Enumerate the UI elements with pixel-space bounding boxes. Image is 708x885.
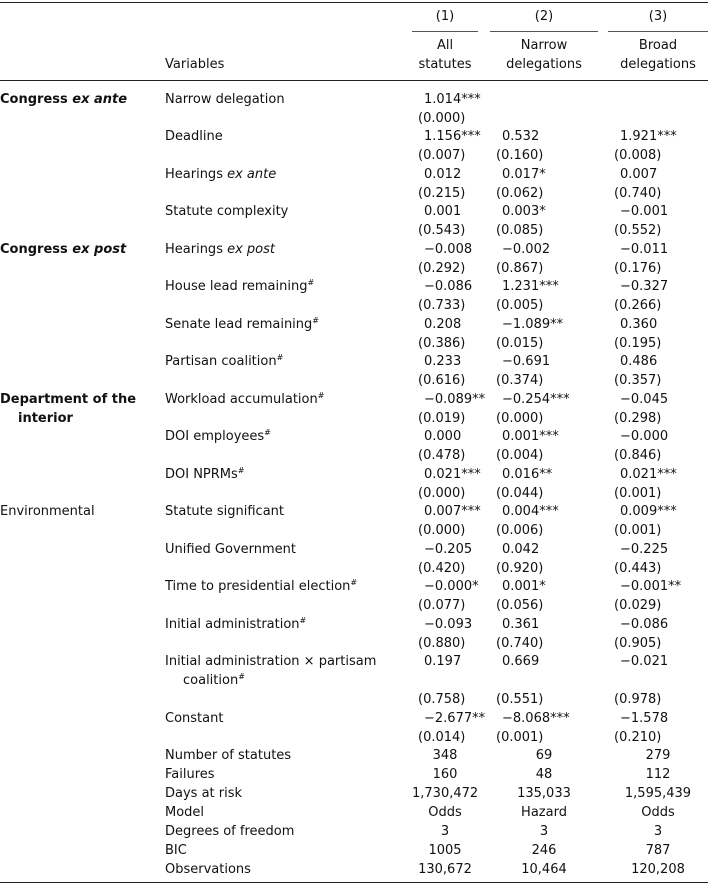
pvalue-cell: (0.867) xyxy=(496,261,544,276)
variable-label-text: Unified Government xyxy=(165,542,297,557)
coef-cell: 0.360 xyxy=(620,317,658,332)
pvalue-cell: (0.001) xyxy=(614,486,662,501)
pvalue-cell: (0.000) xyxy=(418,523,466,538)
coef-cell: 0.001 xyxy=(424,204,462,219)
pvalue-cell: (0.008) xyxy=(614,148,662,163)
coef-cell: −0.225 xyxy=(620,542,669,557)
variable-label xyxy=(165,166,276,184)
pvalue-cell: (0.000) xyxy=(418,486,466,501)
pvalue-cell: (0.552) xyxy=(614,223,662,238)
stat-cell: 1,595,439 xyxy=(624,786,692,801)
coef-cell: 0.000 xyxy=(424,429,462,444)
footnote-mark: # xyxy=(307,278,315,287)
group-congress-ex-post: Congress ex post xyxy=(0,242,127,257)
pvalue-cell: (0.374) xyxy=(496,373,544,388)
coef-cell: −8.068*** xyxy=(502,711,570,726)
coef-cell: 0.669 xyxy=(502,654,540,669)
coef-cell: 0.012 xyxy=(424,167,462,182)
pvalue-cell: (0.543) xyxy=(418,223,466,238)
group-congress-ex-ante: Congress ex ante xyxy=(0,92,128,107)
variable-label xyxy=(165,91,285,109)
coef-cell: −2.677** xyxy=(424,711,486,726)
variable-label xyxy=(165,653,376,671)
coef-cell: 0.486 xyxy=(620,354,658,369)
pvalue-cell: (0.014) xyxy=(418,730,466,745)
variable-label-italic: ex post xyxy=(227,242,276,257)
variable-label xyxy=(165,541,296,559)
col-rule-3 xyxy=(608,31,708,32)
coef-cell: 0.016** xyxy=(502,467,553,482)
coef-cell: 0.042 xyxy=(502,542,540,557)
variable-label xyxy=(165,391,324,409)
stat-label: Observations xyxy=(165,862,251,877)
coef-cell: −0.205 xyxy=(424,542,473,557)
pvalue-cell: (0.210) xyxy=(614,730,662,745)
col-title-1-line1: All xyxy=(436,38,454,53)
pvalue-cell: (0.019) xyxy=(418,411,466,426)
pvalue-cell: (0.005) xyxy=(496,298,544,313)
variable-label-text: Narrow delegation xyxy=(165,92,285,107)
stat-cell: 348 xyxy=(432,748,458,763)
pvalue-cell: (0.007) xyxy=(418,148,466,163)
footnote-mark: # xyxy=(317,391,325,400)
pvalue-cell: (0.000) xyxy=(496,411,544,426)
stat-cell: 3 xyxy=(440,824,450,839)
pvalue-cell: (0.905) xyxy=(614,636,662,651)
coef-cell: −1.089** xyxy=(502,317,564,332)
pvalue-cell: (0.386) xyxy=(418,336,466,351)
coef-cell: 0.361 xyxy=(502,617,540,632)
pvalue-cell: (0.758) xyxy=(418,692,466,707)
pvalue-cell: (0.044) xyxy=(496,486,544,501)
variable-label-text: Senate lead remaining xyxy=(165,317,313,332)
col-title-3-line2: delegations xyxy=(620,57,696,72)
coef-cell: −0.000* xyxy=(424,579,479,594)
stat-label: BIC xyxy=(165,843,187,858)
pvalue-cell: (0.478) xyxy=(418,448,466,463)
variable-label xyxy=(165,616,306,634)
variable-label-text: House lead remaining xyxy=(165,279,308,294)
coef-cell: −0.254*** xyxy=(502,392,570,407)
footnote-mark: # xyxy=(237,466,245,475)
variable-label xyxy=(165,466,245,484)
stat-cell: 112 xyxy=(645,767,671,782)
pvalue-cell: (0.443) xyxy=(614,561,662,576)
pvalue-cell: (0.740) xyxy=(614,186,662,201)
variable-label xyxy=(165,203,288,221)
coef-cell: −0.691 xyxy=(502,354,551,369)
pvalue-cell: (0.551) xyxy=(496,692,544,707)
footnote-mark: # xyxy=(312,316,319,325)
group-doi-line2: interior xyxy=(18,411,73,426)
pvalue-cell: (0.733) xyxy=(418,298,466,313)
pvalue-cell: (0.978) xyxy=(614,692,662,707)
table-top-rule xyxy=(0,2,708,3)
pvalue-cell: (0.160) xyxy=(496,148,544,163)
stat-cell: 120,208 xyxy=(631,862,685,877)
coef-cell: 0.532 xyxy=(502,129,540,144)
coef-cell: −0.021 xyxy=(620,654,669,669)
col-number-3: (3) xyxy=(648,9,668,24)
coef-cell: 1.921*** xyxy=(620,129,677,144)
pvalue-cell: (0.077) xyxy=(418,598,466,613)
variable-label-line1: Initial administration × partisam xyxy=(165,654,377,669)
stat-cell: 246 xyxy=(531,843,557,858)
coef-cell: 0.007 xyxy=(620,167,658,182)
stat-label: Failures xyxy=(165,767,215,782)
coef-cell: −0.000 xyxy=(620,429,669,444)
stat-cell: 3 xyxy=(539,824,549,839)
col-title-2-line2: delegations xyxy=(506,57,582,72)
col-number-2: (2) xyxy=(534,9,554,24)
pvalue-cell: (0.846) xyxy=(614,448,662,463)
pvalue-cell: (0.616) xyxy=(418,373,466,388)
table-bottom-rule xyxy=(0,882,708,883)
footnote-mark: # xyxy=(299,616,307,625)
coef-cell: −0.045 xyxy=(620,392,669,407)
stat-cell: 160 xyxy=(432,767,458,782)
pvalue-cell: (0.062) xyxy=(496,186,544,201)
variable-label-text: coalition xyxy=(183,673,239,688)
pvalue-cell: (0.880) xyxy=(418,636,466,651)
variable-label xyxy=(165,128,223,146)
coef-cell: 1.231*** xyxy=(502,279,559,294)
variable-label-text: Deadline xyxy=(165,129,223,144)
pvalue-cell: (0.015) xyxy=(496,336,544,351)
pvalue-cell: (0.085) xyxy=(496,223,544,238)
variables-header: Variables xyxy=(165,57,225,72)
pvalue-cell: (0.920) xyxy=(496,561,544,576)
variable-label-text: DOI NPRMs xyxy=(165,467,238,482)
variable-label-text: Initial administration xyxy=(165,617,300,632)
pvalue-cell: (0.195) xyxy=(614,336,662,351)
stat-cell: 48 xyxy=(535,767,553,782)
coef-cell: 0.004*** xyxy=(502,504,559,519)
variable-label-text: Statute complexity xyxy=(165,204,289,219)
coef-cell: 0.001*** xyxy=(502,429,559,444)
pvalue-cell: (0.266) xyxy=(614,298,662,313)
variable-label xyxy=(165,710,223,728)
coef-cell: −0.001** xyxy=(620,579,682,594)
coef-cell: 0.021*** xyxy=(620,467,677,482)
stat-cell: 1005 xyxy=(428,843,462,858)
variable-label-line2 xyxy=(183,672,245,690)
stat-label: Days at risk xyxy=(165,786,243,801)
coef-cell: 0.009*** xyxy=(620,504,677,519)
coef-cell: 0.001* xyxy=(502,579,546,594)
stat-cell: Odds xyxy=(641,805,675,820)
coef-cell: 0.021*** xyxy=(424,467,481,482)
coef-cell: −0.086 xyxy=(424,279,473,294)
coef-cell: 0.003* xyxy=(502,204,546,219)
variable-label xyxy=(165,316,319,334)
pvalue-cell: (0.006) xyxy=(496,523,544,538)
variable-label-text: Workload accumulation xyxy=(165,392,318,407)
pvalue-cell: (0.004) xyxy=(496,448,544,463)
pvalue-cell: (0.740) xyxy=(496,636,544,651)
variable-label-text: Hearings xyxy=(165,242,223,257)
coef-cell: −0.327 xyxy=(620,279,669,294)
coef-cell: −0.011 xyxy=(620,242,669,257)
pvalue-cell: (0.357) xyxy=(614,373,662,388)
variable-label-text: Hearings xyxy=(165,167,223,182)
pvalue-cell: (0.029) xyxy=(614,598,662,613)
pvalue-cell: (0.292) xyxy=(418,261,466,276)
stat-cell: 130,672 xyxy=(418,862,472,877)
footnote-mark: # xyxy=(238,672,245,681)
variable-label-text: Time to presidential election xyxy=(165,579,351,594)
group-doi-line1: Department of the xyxy=(0,392,137,407)
footnote-mark: # xyxy=(264,428,271,437)
coef-cell: −0.008 xyxy=(424,242,473,257)
col-title-2-line1: Narrow xyxy=(520,38,568,53)
pvalue-cell: (0.298) xyxy=(614,411,662,426)
stat-cell: 3 xyxy=(653,824,663,839)
pvalue-cell: (0.001) xyxy=(496,730,544,745)
coef-cell: 1.014*** xyxy=(424,92,481,107)
stat-cell: 135,033 xyxy=(517,786,571,801)
variable-label xyxy=(165,353,283,371)
coef-cell: 1.156*** xyxy=(424,129,481,144)
pvalue-cell: (0.056) xyxy=(496,598,544,613)
pvalue-cell: (0.000) xyxy=(418,111,466,126)
stat-cell: Odds xyxy=(428,805,462,820)
coef-cell: −0.089** xyxy=(424,392,486,407)
variable-label xyxy=(165,241,275,259)
stat-cell: 279 xyxy=(645,748,671,763)
stat-cell: 1,730,472 xyxy=(412,786,479,801)
coef-cell: −0.093 xyxy=(424,617,473,632)
variable-label-text: Statute significant xyxy=(165,504,285,519)
stat-label: Number of statutes xyxy=(165,748,292,763)
col-rule-1 xyxy=(412,31,478,32)
group-environmental: Environmental xyxy=(0,504,95,519)
coef-cell: 0.007*** xyxy=(424,504,481,519)
stat-label: Degrees of freedom xyxy=(165,824,295,839)
stat-cell: 10,464 xyxy=(521,862,567,877)
stat-cell: 787 xyxy=(645,843,671,858)
col-number-1: (1) xyxy=(435,9,455,24)
stat-cell: Hazard xyxy=(521,805,567,820)
coef-cell: −1.578 xyxy=(620,711,669,726)
header-rule xyxy=(0,80,708,81)
stat-label: Model xyxy=(165,805,205,820)
coef-cell: −0.086 xyxy=(620,617,669,632)
stat-cell: 69 xyxy=(535,748,553,763)
coef-cell: 0.017* xyxy=(502,167,546,182)
pvalue-cell: (0.215) xyxy=(418,186,466,201)
pvalue-cell: (0.420) xyxy=(418,561,466,576)
col-title-1-line2: statutes xyxy=(418,57,472,72)
variable-label-italic: ex ante xyxy=(227,167,277,182)
coef-cell: −0.001 xyxy=(620,204,669,219)
coef-cell: 0.208 xyxy=(424,317,462,332)
coef-cell: 0.197 xyxy=(424,654,462,669)
pvalue-cell: (0.001) xyxy=(614,523,662,538)
coef-cell: 0.233 xyxy=(424,354,462,369)
variable-label xyxy=(165,428,271,446)
col-rule-2 xyxy=(490,31,598,32)
variable-label-text: DOI employees xyxy=(165,429,265,444)
col-title-3-line1: Broad xyxy=(638,38,678,53)
variable-label xyxy=(165,278,314,296)
pvalue-cell: (0.176) xyxy=(614,261,662,276)
coef-cell: −0.002 xyxy=(502,242,551,257)
variable-label xyxy=(165,503,284,521)
footnote-mark: # xyxy=(276,353,284,362)
variable-label-text: Partisan coalition xyxy=(165,354,277,369)
variable-label xyxy=(165,578,357,596)
footnote-mark: # xyxy=(350,578,358,587)
variable-label-text: Constant xyxy=(165,711,224,726)
